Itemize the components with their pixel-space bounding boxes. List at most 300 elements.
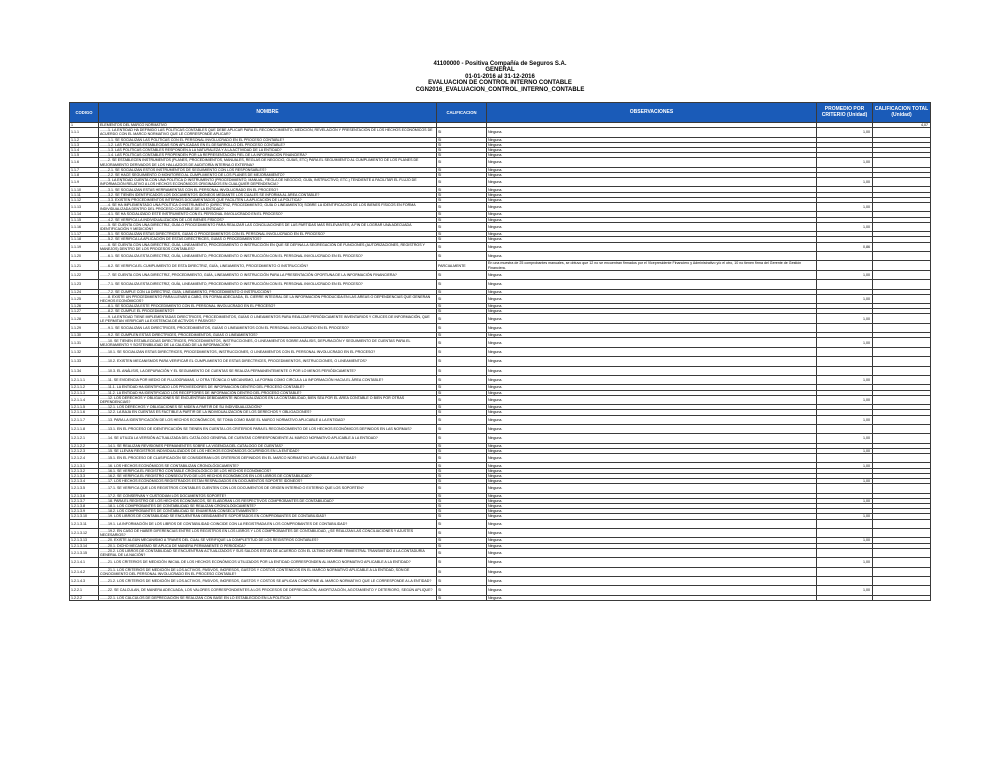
row-promedio: 1,00: [817, 294, 873, 303]
row-observacion: Ninguna.: [487, 289, 817, 294]
row-calificacion-total: [873, 314, 931, 323]
row-name: ........4.1. SE HA SOCIALIZADO ESTE INSTRUMENTO CON EL PERSONAL INVOLUCRADO EN EL PROCESO?: [99, 212, 437, 217]
table-row: [70, 434, 931, 443]
row-promedio: [817, 595, 873, 600]
row-code: 1.2.2.2: [70, 595, 99, 600]
row-name: ........3.2. SE TIENEN IDENTIFICADOS LOS DOCUMENTOS IDÓNEOS MEDIANTE LOS CUALES SE INFORMA AL ÁREA CONTABLE?: [99, 192, 437, 197]
row-code: 1.2.1.3.14: [70, 543, 99, 548]
row-promedio: 1,00: [817, 558, 873, 567]
row-name: ........1.2. LAS POLÍTICAS ESTABLECIDAS SON APLICADAS EN EL DESARROLLO DEL PROCESO CONTABLE?: [99, 142, 437, 147]
table-row: [70, 338, 931, 347]
row-name: ........20.2. LOS LIBROS DE CONTABILIDAD SE ENCUENTRAN ACTUALIZADOS Y SUS SALDOS ESTÁN DE ACUERDO CON EL ÚLTIMO INFORME TRIMESTRAL TRANSMITIDO A LA CONTADURÍA GENERAL DE LA NACIÓN?: [99, 548, 437, 557]
row-calificacion: SI: [437, 528, 487, 537]
row-observacion: Ninguna.: [487, 424, 817, 433]
row-promedio: [817, 576, 873, 585]
row-code: 1.1.15: [70, 217, 99, 222]
row-name: ........18.2. LOS COMPROBANTES DE CONTABILIDAD SE ENUMERAN CONSECUTIVAMENTE?: [99, 509, 437, 514]
row-observacion: Ninguna.: [487, 509, 817, 514]
row-code: 1.1.26: [70, 304, 99, 309]
row-calificacion-total: [873, 424, 931, 433]
row-calificacion: SI: [437, 509, 487, 514]
row-observacion: Ninguna.: [487, 538, 817, 543]
row-calificacion-total: [873, 203, 931, 212]
row-observacion: Ninguna.: [487, 314, 817, 323]
row-calificacion-total: 4,07: [873, 123, 931, 128]
row-promedio: 1,00: [817, 178, 873, 187]
row-code: 1: [70, 123, 99, 128]
row-promedio: [817, 454, 873, 463]
row-calificacion-total: [873, 280, 931, 289]
row-observacion: Ninguna.: [487, 567, 817, 576]
row-observacion: Ninguna.: [487, 142, 817, 147]
row-observacion: Ninguna.: [487, 415, 817, 424]
row-promedio: [817, 528, 873, 537]
row-calificacion-total: [873, 567, 931, 576]
row-name: ........3. LA ENTIDAD CUENTA CON UNA POLÍTICA O INSTRUMENTO (PROCEDIMIENTO, MANUAL, REGLA DE NEGOCIO, GUÍA, INSTRUCTIVO, ETC.) TENDIENTE A FACILITAR EL FLUJO DE INFORMACIÓN RELATIVO A LOS HECHOS ECONÓMICOS ORIGINADOS EN CUALQUIER DEPENDENCIA?: [99, 178, 437, 187]
table-row: [70, 376, 931, 385]
row-observacion: Ninguna.: [487, 514, 817, 519]
row-calificacion: SI: [437, 586, 487, 595]
row-calificacion: SI: [437, 142, 487, 147]
row-name: ........16.2. SE VERIFICA EL REGISTRO CONSECUTIVO DE LOS HECHOS ECONÓMICOS EN LOS LIBROS DE CONTABILIDAD?: [99, 473, 437, 478]
row-calificacion-total: [873, 251, 931, 260]
row-code: 1.1.25: [70, 294, 99, 303]
row-name: ........5. SE CUENTA CON UNA DIRECTRIZ, GUÍA O PROCEDIMIENTO PARA REALIZAR LAS CONCILIACIONES DE LAS PARTIDAS MÁS RELEVANTES, A FIN DE LOGRAR UNA ADECUADA IDENTIFICACIÓN Y MEDICIÓN?: [99, 222, 437, 231]
row-calificacion: SI: [437, 172, 487, 177]
row-calificacion: SI: [437, 548, 487, 557]
row-observacion: Ninguna.: [487, 357, 817, 366]
row-calificacion-total: [873, 376, 931, 385]
table-header-row: [70, 103, 931, 123]
table-row: [70, 366, 931, 375]
row-observacion: Ninguna.: [487, 338, 817, 347]
row-code: 1.1.27: [70, 309, 99, 314]
row-code: 1.2.1.3.13: [70, 538, 99, 543]
table-row: [70, 203, 931, 212]
row-name: ........1.4. LAS POLÍTICAS CONTABLES PROPENDEN POR LA REPRESENTACIÓN FIEL DE LA INFORMACIÓN FINANCIERA?: [99, 153, 437, 158]
row-promedio: 1,00: [817, 338, 873, 347]
row-calificacion-total: [873, 347, 931, 356]
row-calificacion: SI: [437, 443, 487, 448]
row-observacion: Ninguna.: [487, 172, 817, 177]
row-calificacion: SI: [437, 504, 487, 509]
row-observacion: Ninguna.: [487, 304, 817, 309]
row-name: ........1.1. SE SOCIALIZAN LAS POLÍTICAS CON EL PERSONAL INVOLUCRADO EN EL PROCESO CONTABLE?: [99, 137, 437, 142]
col-header-calificacion-total: CALIFICACION TOTAL (Unidad): [873, 103, 931, 123]
row-observacion: Ninguna.: [487, 187, 817, 192]
row-calificacion-total: [873, 178, 931, 187]
row-code: 1.2.1.3.9: [70, 509, 99, 514]
table-row: [70, 519, 931, 528]
row-calificacion: SI: [437, 309, 487, 314]
row-name: ........2. SE ESTABLECEN INSTRUMENTOS (PLANES, PROCEDIMIENTOS, MANUALES, REGLAS DE NEGOCIO, GUÍAS, ETC) PARA EL SEGUIMIENTO AL CUMPLIMIENTO DE LOS PLANES DE MEJORAMIENTO DERIVADOS DE LOS HALLAZGOS DE AUDITORÍA INTERNA O EXTERNA?: [99, 158, 437, 167]
row-name: ........22.1. LOS CÁLCULOS DE DEPRECIACIÓN SE REALIZAN CON BASE EN LO ESTABLECIDO EN LA POLÍTICA?: [99, 595, 437, 600]
table-row: [70, 280, 931, 289]
row-code: 1.1.11: [70, 192, 99, 197]
table-row: [70, 586, 931, 595]
row-observacion: Ninguna.: [487, 280, 817, 289]
row-name: ........11.2. LA ENTIDAD HA IDENTIFICADO LOS RECEPTORES DE INFORMACIÓN DENTRO DEL PROCESO CONTABLE?: [99, 390, 437, 395]
row-promedio: 1,00: [817, 498, 873, 503]
row-calificacion-total: [873, 558, 931, 567]
evaluation-table: [69, 102, 931, 601]
row-observacion: Ninguna.: [487, 385, 817, 390]
row-code: 1.1.6: [70, 158, 99, 167]
row-name: ........13.1. EN EL PROCESO DE IDENTIFICACIÓN SE TIENEN EN CUENTA LOS CRITERIOS PARA EL RECONOCIMIENTO DE LOS HECHOS ECONÓMICOS DEFINIDOS EN LAS NORMAS?: [99, 424, 437, 433]
row-code: 1.1.22: [70, 270, 99, 279]
row-observacion: Ninguna.: [487, 586, 817, 595]
table-row: [70, 178, 931, 187]
row-observacion: Ninguna.: [487, 558, 817, 567]
row-calificacion: SI: [437, 137, 487, 142]
row-name: ........9.1. SE SOCIALIZAN LAS DIRECTRICES, PROCEDIMIENTOS, GUÍAS O LINEAMIENTOS CON EL PERSONAL INVOLUCRADO EN EL PROCESO?: [99, 323, 437, 332]
row-observacion: Ninguna.: [487, 463, 817, 468]
row-calificacion-total: [873, 270, 931, 279]
row-name: ........5.1. SE SOCIALIZAN ESTAS DIRECTRICES, GUÍAS O PROCEDIMIENTOS CON EL PERSONAL INVOLUCRADO EN EL PROCESO?: [99, 232, 437, 237]
row-calificacion-total: [873, 294, 931, 303]
row-code: 1.1.29: [70, 323, 99, 332]
row-calificacion: SI: [437, 280, 487, 289]
row-name: ........2.2. SE HACE SEGUIMIENTO O MONITOREO AL CUMPLIMIENTO DE LOS PLANES DE MEJORAMIENTO?: [99, 172, 437, 177]
row-code: 1.1.14: [70, 212, 99, 217]
row-calificacion-total: [873, 395, 931, 404]
row-code: 1.1.10: [70, 187, 99, 192]
row-calificacion: SI: [437, 242, 487, 251]
row-name: ........8.1. SE SOCIALIZA ESTE PROCEDIMIENTO CON EL PERSONAL INVOLUCRADO EN EL PROCESO?: [99, 304, 437, 309]
row-observacion: Ninguna.: [487, 158, 817, 167]
row-observacion: Ninguna.: [487, 309, 817, 314]
row-name: ........21. LOS CRITERIOS DE MEDICIÓN INICIAL DE LOS HECHOS ECONÓMICOS UTILIZADOS POR LA ENTIDAD CORRESPONDEN AL MARCO NORMATIVO APLICABLE A LA ENTIDAD?: [99, 558, 437, 567]
row-calificacion: SI: [437, 463, 487, 468]
row-name: ........14.1. SE REALIZAN REVISIONES PERMANENTES SOBRE LA VIGENCIA DEL CATÁLOGO DE CUENTAS?: [99, 443, 437, 448]
row-name: ........9.2. SE CUMPLEN ESTAS DIRECTRICES, PROCEDIMIENTOS, GUÍAS O LINEAMIENTOS?: [99, 333, 437, 338]
row-code: 1.2.1.3.12: [70, 528, 99, 537]
row-promedio: 1,00: [817, 479, 873, 484]
row-name: ........10.2. EXISTEN MECANISMOS PARA VERIFICAR EL CUMPLIMIENTO DE ESTAS DIRECTRICES, PROCEDIMIENTOS, INSTRUCCIONES, O LINEAMIENTOS?: [99, 357, 437, 366]
row-name: ........10. SE TIENEN ESTABLECIDAS DIRECTRICES, PROCEDIMIENTOS, INSTRUCCIONES, O LINEAMIENTOS SOBRE ANÁLISIS, DEPURACIÓN Y SEGUIMIENTO DE CUENTAS PARA EL MEJORAMIENTO Y SOSTENIBILIDAD DE LA CALIDAD DE LA INFORMACIÓN?: [99, 338, 437, 347]
row-name: ........17.2. SE CONSERVAN Y CUSTODIAN LOS DOCUMENTOS SOPORTE?: [99, 493, 437, 498]
row-calificacion-total: [873, 484, 931, 493]
row-code: 1.2.1.2.3: [70, 448, 99, 453]
row-name: ........7.1. SE SOCIALIZA ESTA DIRECTRIZ, GUÍA, LINEAMIENTO, PROCEDIMIENTO O INSTRUCCIÓN CON EL PERSONAL INVOLUCRADO EN EL PROCESO?: [99, 280, 437, 289]
row-promedio: [817, 280, 873, 289]
row-promedio: [817, 357, 873, 366]
row-code: 1.1.24: [70, 289, 99, 294]
row-name: ........15. SE LLEVAN REGISTROS INDIVIDUALIZADOS DE LOS HECHOS ECONÓMICOS OCURRIDOS EN LA ENTIDAD?: [99, 448, 437, 453]
row-name: ........18.1. LOS COMPROBANTES DE CONTABILIDAD SE REALIZAN CRONOLÓGICAMENTE?: [99, 504, 437, 509]
row-name: ........18. PARA EL REGISTRO DE LOS HECHOS ECONÓMICOS, SE ELABORAN LOS RESPECTIVOS COMPROBANTES DE CONTABILIDAD?: [99, 498, 437, 503]
row-observacion: Ninguna.: [487, 222, 817, 231]
row-name: ........5.2. SE VERIFICA LA APLICACIÓN DE ESTAS DIRECTRICES, GUÍAS O PROCEDIMIENTOS?: [99, 237, 437, 242]
row-promedio: [817, 251, 873, 260]
row-code: 1.2.1.2.2: [70, 443, 99, 448]
row-calificacion: SI: [437, 232, 487, 237]
row-observacion: Ninguna.: [487, 484, 817, 493]
row-code: 1.2.1.1.2: [70, 385, 99, 390]
row-observacion: Ninguna.: [487, 217, 817, 222]
row-promedio: 1,00: [817, 514, 873, 519]
row-code: 1.1.18: [70, 237, 99, 242]
row-calificacion: SI: [437, 222, 487, 231]
table-row: [70, 558, 931, 567]
row-calificacion: SI: [437, 251, 487, 260]
row-name: ........11.1. LA ENTIDAD HA IDENTIFICADO LOS PROVEEDORES DE INFORMACIÓN DENTRO DEL PROCESO CONTABLE?: [99, 385, 437, 390]
row-calificacion: SI: [437, 187, 487, 192]
row-calificacion: SI: [437, 415, 487, 424]
row-name: ........17. LOS HECHOS ECONÓMICOS REGISTRADOS ESTÁN RESPALDADOS EN DOCUMENTOS SOPORTE IDÓNEOS?: [99, 479, 437, 484]
table-row: [70, 294, 931, 303]
row-observacion: Ninguna.: [487, 395, 817, 404]
table-row: [70, 261, 931, 270]
row-calificacion: SI: [437, 538, 487, 543]
row-code: 1.2.1.3.10: [70, 514, 99, 519]
report-period: 01-01-2016 al 31-12-2016: [465, 73, 535, 80]
row-code: 1.2.1.3.4: [70, 479, 99, 484]
row-calificacion: SI: [437, 347, 487, 356]
row-name: ........16.1. SE VERIFICA EL REGISTRO CONTABLE CRONOLÓGICO DE LOS HECHOS ECONÓMICOS?: [99, 468, 437, 473]
row-observacion: Ninguna.: [487, 443, 817, 448]
row-observacion: Ninguna.: [487, 197, 817, 202]
row-name: ........16. LOS HECHOS ECONÓMICOS SE CONTABILIZAN CRONOLÓGICAMENTE?: [99, 463, 437, 468]
row-promedio: [817, 484, 873, 493]
row-observacion: Ninguna.: [487, 493, 817, 498]
table-row: [70, 251, 931, 260]
row-promedio: [817, 567, 873, 576]
row-promedio: 1,00: [817, 128, 873, 137]
row-observacion: Ninguna.: [487, 237, 817, 242]
row-calificacion: SI: [437, 567, 487, 576]
row-calificacion: SI: [437, 178, 487, 187]
row-calificacion: SI: [437, 323, 487, 332]
row-calificacion-total: [873, 242, 931, 251]
row-calificacion: SI: [437, 484, 487, 493]
row-code: 1.2.1.1.6: [70, 410, 99, 415]
row-name: ........6.2. SE VERIFICA EL CUMPLIMIENTO DE ESTA DIRECTRIZ, GUÍA, LINEAMIENTO, PROCEDIMIENTO O INSTRUCCIÓN?: [99, 261, 437, 270]
row-name: ........19.1. LA INFORMACIÓN DE LOS LIBROS DE CONTABILIDAD COINCIDE CON LA REGISTRADA EN LOS COMPROBANTES DE CONTABILIDAD?: [99, 519, 437, 528]
row-observacion: Ninguna.: [487, 270, 817, 279]
row-name: ........1. LA ENTIDAD HA DEFINIDO LAS POLÍTICAS CONTABLES QUE DEBE APLICAR PARA EL RECONOCIMIENTO, MEDICIÓN, REVELACIÓN Y PRESENTACIÓN DE LOS HECHOS ECONÓMICOS DE ACUERDO CON EL MARCO NORMATIVO QUE LE CORRESPONDE APLICAR?: [99, 128, 437, 137]
row-code: 1.1.23: [70, 280, 99, 289]
row-calificacion-total: [873, 128, 931, 137]
row-code: 1.2.1.1.5: [70, 405, 99, 410]
row-observacion: Ninguna.: [487, 454, 817, 463]
row-observacion: Ninguna.: [487, 242, 817, 251]
row-name: ........6. SE CUENTA CON UNA DIRECTRIZ, GUÍA, LINEAMIENTO, PROCEDIMIENTO O INSTRUCCIÓN EN QUE SE DEFINA LA SEGREGACIÓN DE FUNCIONES (AUTORIZACIONES, REGISTROS Y MANEJOS) DENTRO DE LOS PROCESOS CONTABLES?: [99, 242, 437, 251]
row-calificacion: SI: [437, 338, 487, 347]
row-promedio: 1,00: [817, 314, 873, 323]
row-promedio: [817, 323, 873, 332]
table-row: [70, 323, 931, 332]
row-calificacion: SI: [437, 294, 487, 303]
row-name: ........19. LOS LIBROS DE CONTABILIDAD SE ENCUENTRAN DEBIDAMENTE SOPORTADOS EN COMPROBANTES DE CONTABILIDAD?: [99, 514, 437, 519]
table-row: [70, 415, 931, 424]
row-calificacion-total: [873, 261, 931, 270]
row-code: 1.2.1.2.1: [70, 434, 99, 443]
row-code: 1.2.2.1: [70, 586, 99, 595]
col-header-calificacion: CALIFICACION: [437, 103, 487, 123]
row-calificacion: SI: [437, 390, 487, 395]
row-observacion: Ninguna.: [487, 167, 817, 172]
row-calificacion-total: [873, 586, 931, 595]
row-calificacion: SI: [437, 333, 487, 338]
row-code: 1.2.1.4.2: [70, 567, 99, 576]
row-calificacion-total: [873, 366, 931, 375]
table-row: [70, 347, 931, 356]
row-code: 1.1.2: [70, 137, 99, 142]
row-calificacion: SI: [437, 314, 487, 323]
row-name: ........8. EXISTE UN PROCEDIMIENTO PARA LLEVAR A CABO, EN FORMA ADECUADA, EL CIERRE INTEGRAL DE LA INFORMACIÓN PRODUCIDA EN LAS ÁREAS O DEPENDENCIAS QUE GENERAN HECHOS ECONÓMICOS?: [99, 294, 437, 303]
row-calificacion: SI: [437, 519, 487, 528]
row-observacion: Ninguna.: [487, 473, 817, 478]
row-observacion: Ninguna.: [487, 504, 817, 509]
row-name: ........6.1. SE SOCIALIZA ESTA DIRECTRIZ, GUÍA, LINEAMIENTO, PROCEDIMIENTO O INSTRUCCIÓN CON EL PERSONAL INVOLUCRADO EN EL PROCESO?: [99, 251, 437, 260]
row-calificacion: SI: [437, 514, 487, 519]
col-header-codigo: CODIGO: [70, 103, 99, 123]
row-calificacion-total: [873, 519, 931, 528]
table-row: [70, 270, 931, 279]
row-promedio: 1,00: [817, 158, 873, 167]
row-observacion: Ninguna.: [487, 468, 817, 473]
row-observacion: Ninguna.: [487, 405, 817, 410]
row-code: 1.2.1.3.8: [70, 504, 99, 509]
row-code: 1.1.30: [70, 333, 99, 338]
table-row: [70, 242, 931, 251]
table-row: [70, 222, 931, 231]
row-calificacion-total: [873, 222, 931, 231]
row-promedio: [817, 424, 873, 433]
row-observacion: Ninguna.: [487, 178, 817, 187]
row-calificacion: SI: [437, 424, 487, 433]
row-promedio: [817, 261, 873, 270]
row-promedio: 1,00: [817, 463, 873, 468]
row-calificacion: SI: [437, 197, 487, 202]
row-code: 1.2.1.3.3: [70, 473, 99, 478]
row-promedio: 1,00: [817, 586, 873, 595]
table-row: [70, 158, 931, 167]
row-calificacion: SI: [437, 147, 487, 152]
row-observacion: Ninguna.: [487, 212, 817, 217]
row-observacion: Ninguna.: [487, 519, 817, 528]
table-row: [70, 567, 931, 576]
row-calificacion: SI: [437, 558, 487, 567]
row-name: ........22. SE CALCULAN, DE MANERA ADECUADA, LOS VALORES CORRESPONDIENTES A LOS PROCESOS DE DEPRECIACIÓN, AMORTIZACIÓN, AGOTAMIENTO Y DETERIORO, SEGÚN APLIQUE?: [99, 586, 437, 595]
row-calificacion-total: [873, 595, 931, 600]
row-code: 1.1.21: [70, 261, 99, 270]
row-promedio: [817, 519, 873, 528]
row-calificacion: SI: [437, 479, 487, 484]
row-name: ........12.1. LOS DERECHOS Y OBLIGACIONES SE MIDEN A PARTIR DE SU INDIVIDUALIZACIÓN?: [99, 405, 437, 410]
table-row: [70, 528, 931, 537]
row-calificacion: SI: [437, 289, 487, 294]
row-code: 1.2.1.3.6: [70, 493, 99, 498]
row-code: 1.2.1.4.1: [70, 558, 99, 567]
row-observacion: Ninguna.: [487, 410, 817, 415]
row-name: ........11. SE EVIDENCIA POR MEDIO DE FLUJOGRAMAS, U OTRA TÉCNICA O MECANISMO, LA FORMA COMO CIRCULA LA INFORMACIÓN HACIA EL ÁREA CONTABLE?: [99, 376, 437, 385]
row-name: ........19.2. EN CASO DE HABER DIFERENCIAS ENTRE LOS REGISTROS EN LOS LIBROS Y LOS COMPROBANTES DE CONTABILIDAD, ¿SE REALIZAN LAS CONCILIACIONES Y AJUSTES NECESARIOS?: [99, 528, 437, 537]
row-name: ........21.2. LOS CRITERIOS DE MEDICIÓN DE LOS ACTIVOS, PASIVOS, INGRESOS, GASTOS Y COSTOS SE APLICAN CONFORME AL MARCO NORMATIVO QUE LE CORRESPONDE A LA ENTIDAD?: [99, 576, 437, 585]
row-calificacion-total: [873, 338, 931, 347]
table-row: [70, 576, 931, 585]
row-calificacion: SI: [437, 212, 487, 217]
row-observacion: Ninguna.: [487, 376, 817, 385]
row-calificacion-total: [873, 415, 931, 424]
row-calificacion: SI: [437, 376, 487, 385]
row-code: 1.1.28: [70, 314, 99, 323]
row-promedio: 1,00: [817, 448, 873, 453]
row-calificacion: PARCIALMENTE: [437, 261, 487, 270]
row-name: ........14. SE UTILIZA LA VERSIÓN ACTUALIZADA DEL CATÁLOGO GENERAL DE CUENTAS CORRESPONDIENTE AL MARCO NORMATIVO APLICABLE A LA ENTIDAD?: [99, 434, 437, 443]
row-name: ........10.3. EL ANÁLISIS, LA DEPURACIÓN Y EL SEGUIMIENTO DE CUENTAS SE REALIZA PERMANENTEMENTE O POR LO MENOS PERIÓDICAMENTE?: [99, 366, 437, 375]
row-calificacion: SI: [437, 595, 487, 600]
row-calificacion: SI: [437, 498, 487, 503]
table-row: [70, 314, 931, 323]
row-calificacion: SI: [437, 448, 487, 453]
row-name: ........9. LA ENTIDAD TIENE IMPLEMENTADAS DIRECTRICES, PROCEDIMIENTOS, GUÍAS O LINEAMIENTOS PARA REALIZAR PERIÓDICAMENTE INVENTARIOS Y CRUCES DE INFORMACIÓN, QUE LE PERMITAN VERIFICAR LA EXISTENCIA DE ACTIVOS Y PASIVOS?: [99, 314, 437, 323]
row-calificacion: SI: [437, 158, 487, 167]
row-calificacion: SI: [437, 366, 487, 375]
row-name: ELEMENTOS DEL MARCO NORMATIVO: [99, 123, 437, 128]
row-code: 1.2.1.3.1: [70, 463, 99, 468]
row-name: ........3.1. SE SOCIALIZAN ESTAS HERRAMIENTAS CON EL PERSONAL INVOLUCRADO EN EL PROCESO?: [99, 187, 437, 192]
table-row: [70, 454, 931, 463]
row-code: 1.1.33: [70, 357, 99, 366]
row-observacion: Ninguna.: [487, 390, 817, 395]
row-code: 1.2.1.3.2: [70, 468, 99, 473]
row-code: 1.2.1.3.15: [70, 548, 99, 557]
table-row: [70, 128, 931, 137]
row-calificacion: SI: [437, 192, 487, 197]
row-code: 1.1.17: [70, 232, 99, 237]
row-promedio: 1,00: [817, 203, 873, 212]
row-name: ........17.1. SE VERIFICA QUE LOS REGISTROS CONTABLES CUENTEN CON LOS DOCUMENTOS DE ORIGEN INTERNO O EXTERNO QUE LOS SOPORTEN?: [99, 484, 437, 493]
row-calificacion: SI: [437, 167, 487, 172]
row-observacion: Ninguna.: [487, 232, 817, 237]
col-header-promedio: PROMEDIO POR CRITERIO (Unidad): [817, 103, 873, 123]
row-observacion: Ninguna.: [487, 448, 817, 453]
row-observacion: Ninguna.: [487, 333, 817, 338]
table-row: [70, 484, 931, 493]
row-name: ........20.1. DICHO MECANISMO SE APLICA DE MANERA PERMANENTE O PERIÓDICA?: [99, 543, 437, 548]
row-calificacion-total: [873, 528, 931, 537]
row-observacion: Ninguna.: [487, 294, 817, 303]
row-name: ........4.2. SE VERIFICA LA INDIVIDUALIZACIÓN DE LOS BIENES FÍSICOS?: [99, 217, 437, 222]
row-name: ........4. SE HA IMPLEMENTADO UNA POLÍTICA O INSTRUMENTO (DIRECTRIZ, PROCEDIMIENTO, GUÍA O LINEAMIENTO) SOBRE LA IDENTIFICACIÓN DE LOS BIENES FÍSICOS EN FORMA INDIVIDUALIZADA DENTRO DEL PROCESO CONTABLE DE LA ENTIDAD?: [99, 203, 437, 212]
row-observacion: En una muestra de 25 comprobantes manuales, se obtuvo que 12 no se encuentran firmados por el Vicepresidente Financiero y Administrativo y/o el otro, 10 no tienen firma del Gerente de Gestión Financiera.: [487, 261, 817, 270]
table-row: [70, 395, 931, 404]
row-calificacion: SI: [437, 203, 487, 212]
table-row: [70, 595, 931, 600]
row-calificacion: SI: [437, 304, 487, 309]
row-observacion: Ninguna.: [487, 192, 817, 197]
row-calificacion: SI: [437, 454, 487, 463]
row-calificacion-total: [873, 454, 931, 463]
row-code: 1.2.1.1.1: [70, 376, 99, 385]
row-name: ........13. PARA LA IDENTIFICACIÓN DE LOS HECHOS ECONÓMICOS, SE TOMA COMO BASE EL MARCO NORMATIVO APLICABLE A LA ENTIDAD?: [99, 415, 437, 424]
row-name: ........12.2. LA BAJA EN CUENTAS ES FACTIBLE A PARTIR DE LA INDIVIDUALIZACIÓN DE LOS DERECHOS Y OBLIGACIONES?: [99, 410, 437, 415]
row-calificacion-total: [873, 323, 931, 332]
row-calificacion: SI: [437, 237, 487, 242]
row-name: ........7.2. SE CUMPLE CON LA DIRECTRIZ, GUÍA, LINEAMIENTO, PROCEDIMIENTO O INSTRUCCIÓN?: [99, 289, 437, 294]
row-promedio: 1,00: [817, 270, 873, 279]
row-code: 1.2.1.1.8: [70, 424, 99, 433]
row-observacion: Ninguna.: [487, 203, 817, 212]
row-code: 1.1.31: [70, 338, 99, 347]
row-name: ........20. EXISTE ALGÚN MECANISMO A TRAVÉS DEL CUAL SE VERIFIQUE LA COMPLETITUD DE LOS REGISTROS CONTABLES?: [99, 538, 437, 543]
row-code: 1.2.1.3.5: [70, 484, 99, 493]
row-code: 1.2.1.3.7: [70, 498, 99, 503]
row-name: ........8.2. SE CUMPLE EL PROCEDIMIENTO?: [99, 309, 437, 314]
row-code: 1.2.1.3.11: [70, 519, 99, 528]
